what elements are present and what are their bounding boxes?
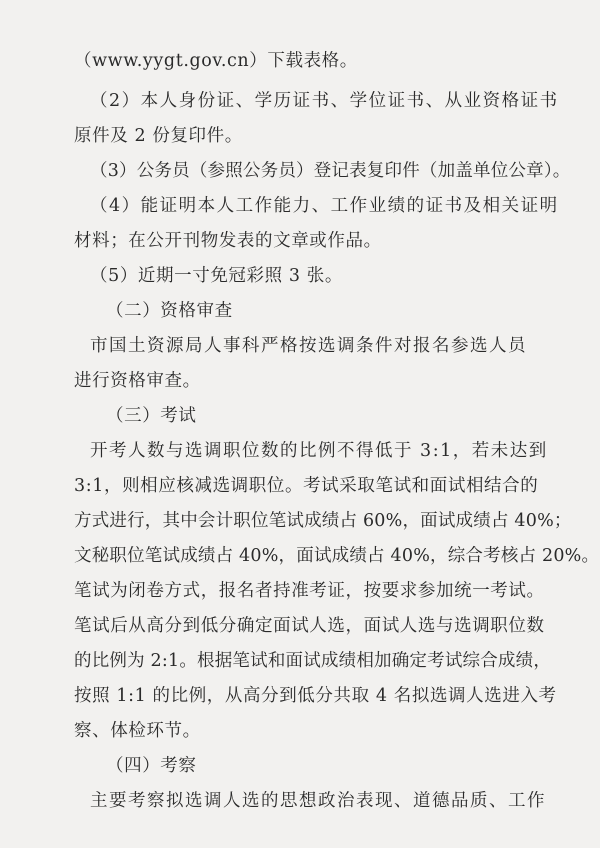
text-line-exam-2: 3:1，则相应核减选调职位。考试采取笔试和面试相结合的 [74, 476, 539, 496]
text-line-review-1: 市国土资源局人事科严格按选调条件对报名参选人员 [90, 336, 527, 356]
text-line-exam-5: 笔试为闭卷方式，报名者持准考证，按要求参加统一考试。 [74, 581, 545, 601]
text-line-inspection-1: 主要考察拟选调人选的思想政治表现、道德品质、工作 [90, 791, 546, 811]
text-line-exam-3: 方式进行，其中会计职位笔试成绩占 60%，面试成绩占 40%； [74, 511, 572, 531]
text-line-item-4-cont: 材料；在公开刊物发表的文章或作品。 [74, 231, 382, 251]
text-line-review-2: 进行资格审查。 [74, 371, 201, 391]
text-line-exam-6: 笔试后从高分到低分确定面试人选，面试人选与选调职位数 [74, 616, 545, 636]
text-line-download-form: （www.yygt.gov.cn）下载表格。 [74, 51, 358, 71]
text-line-exam-7: 的比例为 2:1。根据笔试和面试成绩相加确定考试综合成绩， [74, 651, 552, 671]
text-line-item-3: （3）公务员（参照公务员）登记表复印件（加盖单位公章）。 [90, 161, 571, 181]
text-line-item-5: （5）近期一寸免冠彩照 3 张。 [90, 266, 343, 286]
text-line-exam-9: 察、体检环节。 [74, 721, 201, 741]
text-line-item-2-cont: 原件及 2 份复印件。 [74, 126, 243, 146]
text-line-exam-4: 文秘职位笔试成绩占 40%，面试成绩占 40%，综合考核占 20%。 [74, 546, 600, 566]
text-line-item-4: （4）能证明本人工作能力、工作业绩的证书及相关证明 [90, 196, 559, 216]
section-heading-inspection: （四）考察 [106, 756, 197, 776]
text-line-exam-1: 开考人数与选调职位数的比例不得低于 3:1，若未达到 [90, 441, 548, 461]
section-heading-exam: （三）考试 [106, 406, 197, 426]
text-line-exam-8: 按照 1:1 的比例，从高分到低分共取 4 名拟选调人选进入考 [74, 686, 557, 706]
section-heading-qualification-review: （二）资格审查 [106, 301, 233, 321]
text-line-item-2: （2）本人身份证、学历证书、学位证书、从业资格证书 [90, 91, 559, 111]
